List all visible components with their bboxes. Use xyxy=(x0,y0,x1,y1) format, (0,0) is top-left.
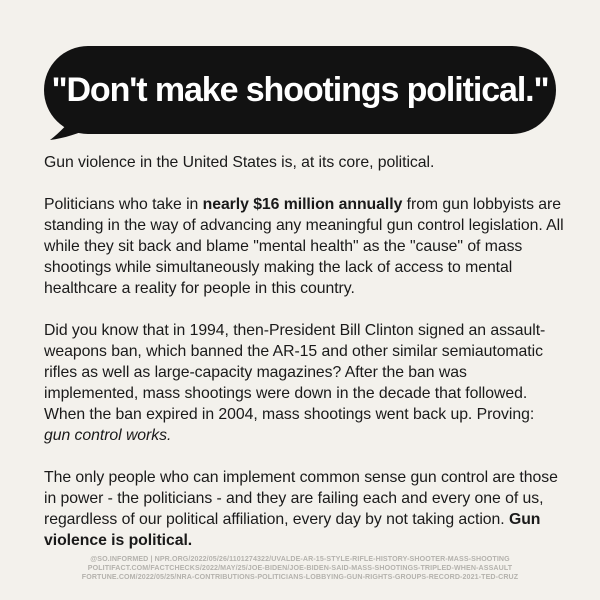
sources-footer xyxy=(0,555,600,583)
paragraph-assault-weapons-ban xyxy=(44,320,564,446)
source-line-3: FORTUNE.COM/2022/05/25/NRA-CONTRIBUTIONS-POLITICIANS-LOBBYING-GUN-RIGHTS-GROUPS-RECORD-2021-TED-CRUZ xyxy=(81,573,519,582)
source-line-1: @SO.INFORMED | NPR.ORG/2022/05/26/1101274322/UVALDE-AR-15-STYLE-RIFLE-HISTORY-SHOOTER-MASS-SHOOTING xyxy=(90,555,510,563)
paragraph-intro-text: Gun violence in the United States is, at its core, political. xyxy=(44,154,435,171)
paragraph-intro xyxy=(44,152,564,173)
paragraph-conclusion-text: The only people who can implement common sense gun control are those in power - the politicians - and they are failing each and every one of us, regardless of our political affiliation, every day by not taking action. xyxy=(44,469,558,528)
speech-bubble-body xyxy=(44,46,556,134)
lobbying-amount-highlight: nearly $16 million annually xyxy=(202,196,403,213)
source-line-2: POLITIFACT.COM/FACTCHECKS/2022/MAY/25/JOE-BIDEN/JOE-BIDEN-SAID-MASS-SHOOTINGS-TRIPLED-WHEN-ASSAULT xyxy=(87,564,513,573)
conclusion-highlight: Gun violence is political. xyxy=(44,511,541,549)
quote-heading: "Don't make shootings political." xyxy=(51,70,549,109)
paragraph-lobbying-text-start: Politicians who take in xyxy=(44,196,203,213)
paragraph-lobbying-text-end: from gun lobbyists are standing in the way of advancing any meaningful gun control legislation. All while they sit back and blame "mental health" as the "cause" of mass shootings while simultaneously making the lack of access to mental healthcare a reality for people in this country. xyxy=(44,196,564,297)
paragraph-ban-text: Did you know that in 1994, then-President Bill Clinton signed an assault-weapons ban, which banned the AR-15 and other similar semiautomatic rifles as well as large-capacity magazines? After the ban was implemented, mass shootings were down in the decade that followed. When the ban expired in 2004, mass shootings went back up. Proving: xyxy=(44,322,546,423)
gun-control-works-emphasis: gun control works. xyxy=(44,427,172,444)
paragraph-lobbying xyxy=(44,194,564,299)
article-body xyxy=(44,152,564,551)
paragraph-conclusion xyxy=(44,467,564,551)
speech-bubble xyxy=(44,46,556,144)
